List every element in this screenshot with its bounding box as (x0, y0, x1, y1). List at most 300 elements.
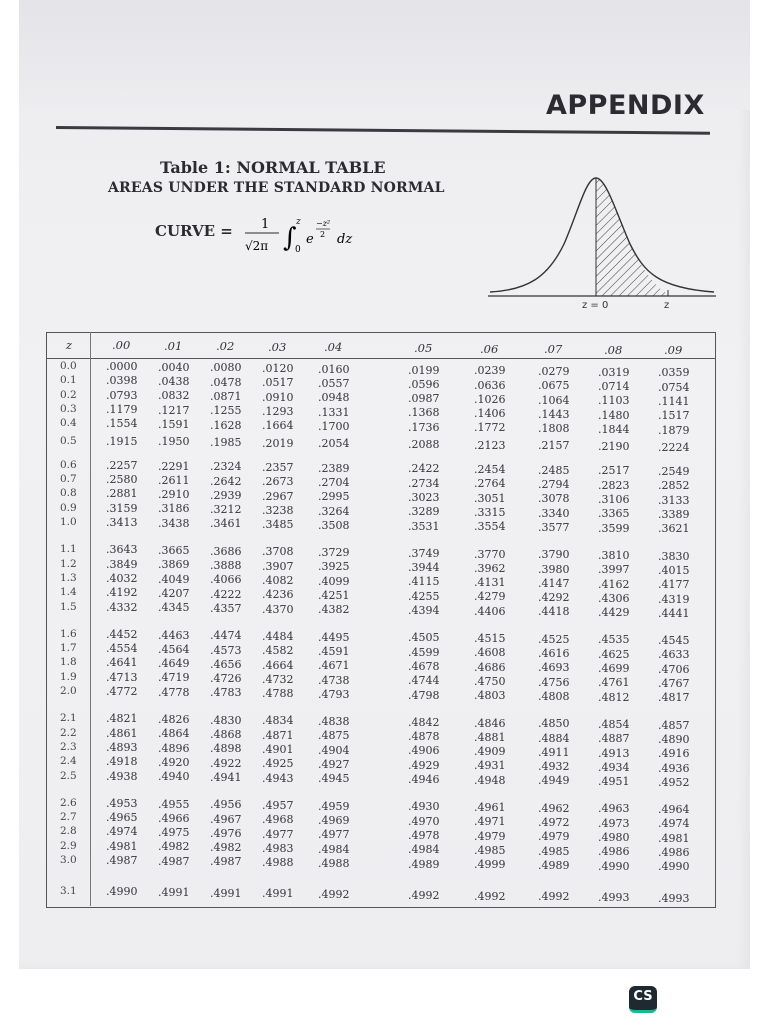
table-cell: .4429 (598, 606, 630, 620)
table-cell: .4783 (210, 686, 242, 700)
table-cell: .4515 (474, 632, 506, 645)
table-cell: .2580 (106, 473, 138, 487)
table-cell: .4930 (408, 800, 440, 814)
table-cell: .4972 (538, 816, 570, 829)
table-cell: .0239 (474, 364, 506, 378)
table-cell: .4738 (318, 673, 350, 687)
row-z-value: 0.0 (60, 360, 77, 372)
table-cell: .4131 (474, 576, 506, 590)
table-cell: .4941 (210, 770, 242, 784)
table-cell: .0948 (318, 391, 350, 405)
table-cell: .4463 (158, 628, 190, 642)
table-cell: .4812 (598, 690, 630, 704)
table-cell: .1443 (538, 407, 570, 421)
column-header: .07 (544, 342, 563, 357)
scanner-logo-icon: CS (629, 986, 657, 1013)
row-z-value: 1.7 (60, 642, 77, 655)
row-z-value: 1.0 (60, 516, 77, 528)
table-cell: .4345 (158, 601, 190, 615)
table-cell: .4608 (474, 646, 506, 660)
normal-curve-figure (488, 172, 716, 312)
table-cell: .4925 (262, 757, 294, 771)
table-cell: .0793 (106, 388, 138, 402)
row-z-value: 1.1 (60, 543, 77, 556)
table-cell: .4943 (262, 771, 294, 785)
table-cell: .4991 (210, 886, 242, 900)
table-cell: .3106 (598, 493, 630, 506)
table-cell: .4641 (106, 656, 138, 670)
table-cell: .4951 (598, 775, 630, 789)
table-cell: .4332 (106, 600, 138, 614)
table-cell: .4319 (658, 592, 690, 606)
table-cell: .4452 (106, 627, 138, 641)
table-cell: .3686 (210, 544, 242, 558)
table-cell: .4979 (538, 830, 570, 844)
table-cell: .4955 (158, 797, 190, 811)
table-cell: .2704 (318, 475, 350, 489)
table-cell: .4719 (158, 671, 190, 685)
table-cell: .4940 (158, 770, 190, 784)
table-cell: .4965 (106, 811, 138, 825)
row-z-value: 2.5 (60, 769, 77, 782)
table-cell: .1591 (158, 417, 190, 431)
table-cell: .4992 (408, 888, 440, 902)
svg-text:0: 0 (295, 245, 301, 255)
table-cell: .4370 (262, 602, 294, 616)
column-header: .08 (604, 342, 623, 357)
row-z-value: 2.6 (60, 796, 77, 809)
column-header: .06 (480, 341, 499, 356)
table-cell: .2485 (538, 463, 570, 477)
table-cell: .2123 (474, 438, 506, 452)
table-cell: .4582 (262, 644, 294, 658)
table-cell: .2967 (262, 489, 294, 503)
table-cell: .3554 (474, 520, 506, 534)
table-cell: .4896 (158, 741, 190, 755)
formula-lead: CURVE = (155, 222, 233, 240)
table-cell: .4871 (262, 728, 294, 742)
table-cell: .1255 (210, 404, 242, 418)
table-cell: .4713 (106, 670, 138, 684)
label-z: z (664, 300, 670, 311)
table-cell: .0080 (210, 361, 242, 375)
table-cell: .0040 (158, 360, 190, 374)
table-cell: .4251 (318, 589, 350, 602)
table-cell: .0478 (210, 375, 242, 389)
table-cell: .0120 (262, 362, 294, 376)
table-cell: .4989 (408, 857, 440, 871)
svg-text:e: e (306, 232, 314, 247)
table-cell: .1517 (658, 409, 690, 423)
table-cell: .4978 (408, 828, 440, 842)
table-cell: .4868 (210, 728, 242, 741)
table-cell: .1879 (658, 423, 690, 437)
table-cell: .3365 (598, 507, 630, 521)
table-cell: .4987 (106, 854, 138, 867)
table-cell: .2734 (408, 476, 440, 490)
row-z-value: 2.9 (60, 839, 77, 852)
table-cell: .4989 (538, 858, 570, 872)
row-z-value: 1.6 (60, 627, 77, 640)
table-cell: .0987 (408, 392, 440, 406)
table-cell: .4975 (158, 826, 190, 840)
row-z-value: 1.5 (60, 600, 77, 613)
table-cell: .4357 (210, 601, 242, 615)
table-cell: .4207 (158, 586, 190, 600)
table-cell: .2794 (538, 478, 570, 491)
table-cell: .1844 (598, 422, 630, 436)
table-cell: .4991 (158, 886, 190, 899)
table-cell: .2190 (598, 440, 630, 454)
table-cell: .0557 (318, 377, 350, 391)
table-cell: .4049 (158, 572, 190, 586)
table-cell: .0517 (262, 376, 294, 390)
table-cell: .4953 (106, 796, 138, 810)
table-cell: .4099 (318, 574, 350, 588)
table-cell: .4929 (408, 758, 440, 772)
table-subtitle: AREAS UNDER THE STANDARD NORMAL (108, 180, 445, 196)
table-cell: .3869 (158, 558, 190, 572)
table-cell: .4279 (474, 590, 506, 604)
table-cell: .4973 (598, 816, 630, 830)
table-cell: .2088 (408, 438, 440, 451)
table-cell: .3577 (538, 520, 570, 534)
table-cell: .4861 (106, 726, 138, 740)
table-cell: .4890 (658, 732, 690, 746)
table-cell: .0438 (158, 375, 190, 388)
table-cell: .4394 (408, 604, 440, 617)
table-cell: .4988 (318, 856, 350, 870)
table-cell: .0398 (106, 374, 138, 388)
table-cell: .1985 (210, 435, 242, 449)
table-cell: .0832 (158, 389, 190, 403)
row-z-value: 2.4 (60, 755, 77, 768)
row-z-value: 1.2 (60, 557, 77, 570)
row-z-value: 2.8 (60, 825, 77, 838)
row-z-value: 0.1 (60, 374, 77, 387)
column-header: .05 (414, 341, 433, 355)
table-cell: .4767 (658, 677, 690, 690)
table-cell: .4066 (210, 573, 242, 587)
table-cell: .4750 (474, 674, 506, 688)
table-cell: .4236 (262, 588, 294, 602)
table-cell: .4761 (598, 676, 630, 690)
table-cell: .0199 (408, 363, 440, 377)
table-cell: .4726 (210, 672, 242, 686)
table-cell: .0754 (658, 380, 690, 394)
header-divider (46, 358, 716, 359)
table-cell: .1293 (262, 405, 294, 418)
table-cell: .3508 (318, 518, 350, 532)
table-cell: .2291 (158, 459, 190, 473)
table-cell: .4993 (658, 891, 690, 905)
table-cell: .2549 (658, 465, 690, 479)
table-cell: .0319 (598, 365, 630, 379)
table-cell: .3830 (658, 549, 690, 563)
table-cell: .4554 (106, 642, 138, 656)
table-cell: .0714 (598, 379, 630, 393)
table-cell: .0675 (538, 379, 570, 393)
table-cell: .4945 (318, 772, 350, 786)
table-cell: .4474 (210, 629, 242, 643)
table-cell: .4838 (318, 715, 350, 729)
table-cell: .4977 (262, 827, 294, 841)
table-cell: .4962 (538, 801, 570, 815)
table-cell: .4616 (538, 647, 570, 660)
row-z-value: 2.2 (60, 726, 77, 739)
table-cell: .4916 (658, 747, 690, 761)
table-cell: .1915 (106, 434, 138, 448)
table-cell: .1554 (106, 417, 138, 431)
column-header: .02 (216, 339, 235, 354)
table-cell: .4808 (538, 689, 570, 703)
table-cell: .4306 (598, 591, 630, 605)
table-cell: .4988 (262, 856, 294, 870)
table-cell: .4192 (106, 586, 138, 600)
table-cell: .4927 (318, 758, 350, 771)
row-z-value: 2.7 (60, 811, 77, 824)
table-cell: .3389 (658, 508, 690, 521)
table-cell: .4981 (658, 831, 690, 845)
table-cell: .4985 (538, 844, 570, 858)
row-z-value: 3.0 (60, 854, 77, 866)
table-cell: .3888 (210, 559, 242, 572)
table-cell: .4979 (474, 829, 506, 843)
table-cell: .4966 (158, 811, 190, 825)
table-cell: .4699 (598, 662, 630, 675)
table-cell: .4535 (598, 633, 630, 647)
table-cell: .4842 (408, 715, 440, 729)
table-cell: .3238 (262, 503, 294, 517)
table-cell: .0359 (658, 366, 690, 380)
table-cell: .4525 (538, 632, 570, 646)
table-cell: .4887 (598, 732, 630, 746)
table-cell: .2157 (538, 439, 570, 453)
table-cell: .3599 (598, 521, 630, 535)
table-cell: .4826 (158, 713, 190, 726)
table-cell: .4987 (210, 855, 242, 869)
row-z-value: 1.3 (60, 571, 77, 584)
table-cell: .1772 (474, 421, 506, 435)
table-cell: .2422 (408, 462, 440, 476)
table-cell: .3643 (106, 543, 138, 557)
table-cell: .2881 (106, 487, 138, 501)
table-cell: .3980 (538, 562, 570, 576)
table-cell: .2357 (262, 460, 294, 474)
table-cell: .2910 (158, 488, 190, 502)
page-title: APPENDIX (546, 90, 705, 121)
table-cell: .4920 (158, 755, 190, 769)
table-cell: .4964 (658, 803, 690, 817)
table-cell: .4772 (106, 685, 138, 698)
svg-text:√2π: √2π (245, 239, 269, 253)
table-cell: .3438 (158, 516, 190, 530)
table-cell: .4948 (474, 773, 506, 787)
table-cell: .4599 (408, 645, 440, 659)
table-cell: .4956 (210, 798, 242, 812)
table-cell: .1141 (658, 394, 690, 408)
table-cell: .3621 (658, 522, 690, 536)
table-cell: .1700 (318, 420, 350, 433)
table-cell: .2224 (658, 440, 690, 454)
svg-text:−z²: −z² (316, 219, 331, 228)
table-cell: .3770 (474, 547, 506, 561)
table-cell: .3461 (210, 517, 242, 531)
table-cell: .4990 (658, 860, 690, 874)
table-cell: .4032 (106, 571, 138, 585)
table-cell: .4961 (474, 801, 506, 814)
z-column-divider (90, 332, 91, 906)
table-cell: .4857 (658, 718, 690, 732)
table-cell: .4992 (538, 890, 570, 904)
table-cell: .1664 (262, 419, 294, 433)
table-cell: .3790 (538, 548, 570, 562)
table-cell: .4686 (474, 660, 506, 674)
table-cell: .4656 (210, 657, 242, 671)
table-cell: .4649 (158, 657, 190, 671)
table-cell: .4854 (598, 717, 630, 731)
table-cell: .2019 (262, 436, 294, 450)
column-header: .09 (664, 343, 683, 358)
table-cell: .1368 (408, 406, 440, 420)
table-cell: .4981 (106, 839, 138, 853)
table-cell: .0279 (538, 364, 570, 378)
table-cell: .4913 (598, 746, 630, 760)
table-cell: .3531 (408, 519, 440, 533)
table-cell: .0000 (106, 360, 138, 373)
row-z-value: 1.9 (60, 670, 77, 683)
table-cell: .4968 (262, 813, 294, 827)
table-cell: .4980 (598, 831, 630, 844)
table-cell: .3810 (598, 548, 630, 562)
table-cell: .1628 (210, 418, 242, 432)
table-cell: .4983 (262, 841, 294, 855)
table-cell: .2517 (598, 464, 630, 478)
table-cell: .2257 (106, 458, 138, 472)
table-cell: .4222 (210, 587, 242, 601)
table-cell: .4922 (210, 756, 242, 770)
row-z-value: 3.1 (60, 885, 77, 898)
table-cell: .4949 (538, 774, 570, 788)
table-cell: .1331 (318, 405, 350, 419)
table-cell: .4999 (474, 858, 506, 872)
table-cell: .3665 (158, 544, 190, 557)
table-cell: .3023 (408, 490, 440, 504)
table-cell: .4505 (408, 631, 440, 645)
table-cell: .4756 (538, 675, 570, 689)
table-cell: .4484 (262, 629, 294, 643)
table-cell: .2939 (210, 488, 242, 502)
table-cell: .4881 (474, 730, 506, 744)
table-cell: .4564 (158, 642, 190, 656)
table-cell: .4817 (658, 691, 690, 705)
table-cell: .4884 (538, 731, 570, 745)
table-cell: .4938 (106, 769, 138, 783)
table-cell: .2642 (210, 474, 242, 488)
formula-expression (233, 212, 383, 262)
table-cell: .4970 (408, 814, 440, 828)
table-cell: .4957 (262, 798, 294, 812)
table-cell: .3078 (538, 492, 570, 506)
table-cell: .0636 (474, 378, 506, 392)
table-cell: .4830 (210, 713, 242, 727)
table-cell: .4959 (318, 799, 350, 813)
table-cell: .4984 (408, 843, 440, 857)
svg-text:dz: dz (337, 232, 353, 247)
table-cell: .4625 (598, 647, 630, 661)
table-cell: .2324 (210, 460, 242, 474)
row-z-value: 0.7 (60, 473, 77, 486)
table-cell: .0160 (318, 362, 350, 376)
row-z-value: 2.1 (60, 712, 77, 725)
table-cell: .2054 (318, 437, 350, 451)
column-header: .03 (268, 339, 287, 354)
normal-table (46, 332, 716, 908)
table-cell: .4976 (210, 826, 242, 840)
row-z-value: 2.0 (60, 685, 77, 697)
table-cell: .4986 (598, 845, 630, 859)
table-cell: .4982 (158, 840, 190, 854)
table-cell: .0910 (262, 390, 294, 404)
table-cell: .4901 (262, 743, 294, 756)
row-z-value: 0.4 (60, 417, 77, 430)
table-cell: .1179 (106, 402, 138, 416)
table-cell: .4545 (658, 634, 690, 648)
table-cell: .4821 (106, 712, 138, 726)
table-cell: .4382 (318, 603, 350, 617)
table-cell: .3159 (106, 501, 138, 515)
table-cell: .4418 (538, 605, 570, 619)
row-z-value: 0.6 (60, 458, 77, 471)
table-cell: .2454 (474, 463, 506, 476)
table-cell: .4633 (658, 648, 690, 662)
table-cell: .3264 (318, 504, 350, 518)
table-cell: .4875 (318, 729, 350, 743)
label-z0: z = 0 (582, 300, 609, 311)
table-cell: .4946 (408, 773, 440, 786)
table-cell: .4693 (538, 661, 570, 675)
table-cell: .3315 (474, 505, 506, 519)
table-cell: .4441 (658, 606, 690, 620)
table-cell: .4990 (598, 859, 630, 873)
table-cell: .0596 (408, 377, 440, 391)
column-header: .04 (324, 340, 343, 355)
table-cell: .4932 (538, 760, 570, 774)
table-cell: .4974 (106, 825, 138, 839)
table-cell: .4990 (106, 885, 138, 899)
table-cell: .4991 (262, 887, 294, 901)
table-cell: .4898 (210, 742, 242, 756)
table-cell: .4082 (262, 574, 294, 587)
table-cell: .1103 (598, 394, 630, 408)
table-cell: .1064 (538, 393, 570, 407)
table-cell: .3186 (158, 502, 190, 516)
table-cell: .4893 (106, 740, 138, 754)
table-cell: .4969 (318, 813, 350, 827)
table-cell: .4967 (210, 812, 242, 826)
table-cell: .4798 (408, 688, 440, 702)
table-cell: .3133 (658, 493, 690, 507)
table-cell: .4878 (408, 730, 440, 744)
table-cell: .3413 (106, 516, 138, 529)
table-cell: .3485 (262, 518, 294, 532)
table-cell: .4846 (474, 716, 506, 730)
table-cell: .4706 (658, 662, 690, 676)
table-cell: .1480 (598, 408, 630, 422)
table-cell: .4906 (408, 744, 440, 758)
table-cell: .4918 (106, 755, 138, 769)
table-cell: .4803 (474, 689, 506, 703)
